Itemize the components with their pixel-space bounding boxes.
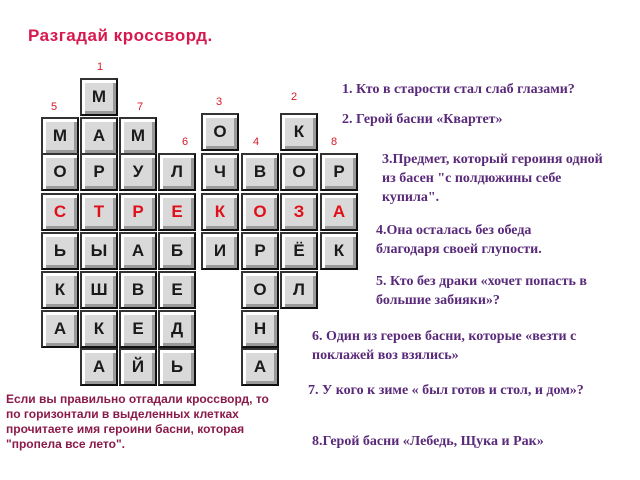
crossword-cell: Р <box>119 193 157 231</box>
question-2: 2. Герой басни «Квартет» <box>342 112 503 127</box>
question-8: 8.Герой басни «Лебедь, Щука и Рак» <box>312 434 544 449</box>
clue-number-7: 7 <box>137 101 144 113</box>
crossword-cell: Л <box>280 271 318 309</box>
clue-number-6: 6 <box>182 136 189 148</box>
crossword-cell: Ё <box>280 232 318 270</box>
question-3: 3.Предмет, который героиня одной из басен "с полдюжины себе купила". <box>382 152 603 205</box>
crossword-cell: М <box>41 117 79 155</box>
crossword-cell: К <box>320 232 358 270</box>
crossword-cell: Р <box>241 232 279 270</box>
crossword-cell: Ч <box>201 153 239 191</box>
page-title: Разгадай кроссворд. <box>28 26 213 45</box>
crossword-cell: О <box>41 153 79 191</box>
crossword-cell: Б <box>158 232 196 270</box>
crossword-cell: Е <box>158 193 196 231</box>
crossword-cell: А <box>80 117 118 155</box>
clue-number-2: 2 <box>291 91 298 103</box>
crossword-cell: Т <box>80 193 118 231</box>
crossword-cell: О <box>201 113 239 151</box>
crossword-cell: О <box>241 271 279 309</box>
crossword-cell: А <box>320 193 358 231</box>
crossword-cell: Е <box>158 271 196 309</box>
crossword-cell: А <box>80 348 118 386</box>
clue-number-5: 5 <box>51 101 58 113</box>
crossword-cell: Р <box>80 153 118 191</box>
crossword-cell: А <box>241 348 279 386</box>
crossword-cell: О <box>280 153 318 191</box>
instruction-note: Если вы правильно отгадали кроссворд, то по горизонтали в выделенных клетках прочитаете имя героини басни, которая "пропела все лето". <box>6 392 269 451</box>
crossword-cell: А <box>119 232 157 270</box>
question-7: 7. У кого к зиме « был готов и стол, и дом»? <box>308 383 584 398</box>
crossword-cell: Д <box>158 310 196 348</box>
crossword-cell: З <box>280 193 318 231</box>
crossword-cell: У <box>119 153 157 191</box>
clue-number-3: 3 <box>216 96 223 108</box>
crossword-cell: М <box>119 117 157 155</box>
question-4: 4.Она осталась без обеда благодаря своей глупости. <box>376 223 542 257</box>
crossword-cell: Ь <box>158 348 196 386</box>
crossword-cell: Е <box>119 310 157 348</box>
crossword-cell: Й <box>119 348 157 386</box>
crossword-cell: Ы <box>80 232 118 270</box>
crossword-cell: Ь <box>41 232 79 270</box>
crossword-cell: Р <box>320 153 358 191</box>
question-5: 5. Кто без драки «хочет попасть в большие забияки»? <box>376 274 587 308</box>
crossword-cell: К <box>201 193 239 231</box>
question-6: 6. Один из героев басни, которые «везти с поклажей воз взялись» <box>312 329 577 363</box>
crossword-cell: К <box>80 310 118 348</box>
crossword-cell: Н <box>241 310 279 348</box>
crossword-cell: Л <box>158 153 196 191</box>
clue-number-1: 1 <box>97 61 104 73</box>
crossword-cell: К <box>280 113 318 151</box>
clue-number-8: 8 <box>331 136 338 148</box>
crossword-cell: В <box>241 153 279 191</box>
crossword-cell: М <box>80 78 118 116</box>
question-1: 1. Кто в старости стал слаб глазами? <box>342 82 575 97</box>
crossword-cell: А <box>41 310 79 348</box>
crossword-cell: В <box>119 271 157 309</box>
crossword-cell: Ш <box>80 271 118 309</box>
crossword-cell: К <box>41 271 79 309</box>
crossword-cell: С <box>41 193 79 231</box>
clue-number-4: 4 <box>253 136 260 148</box>
crossword-cell: И <box>201 232 239 270</box>
crossword-cell: О <box>241 193 279 231</box>
